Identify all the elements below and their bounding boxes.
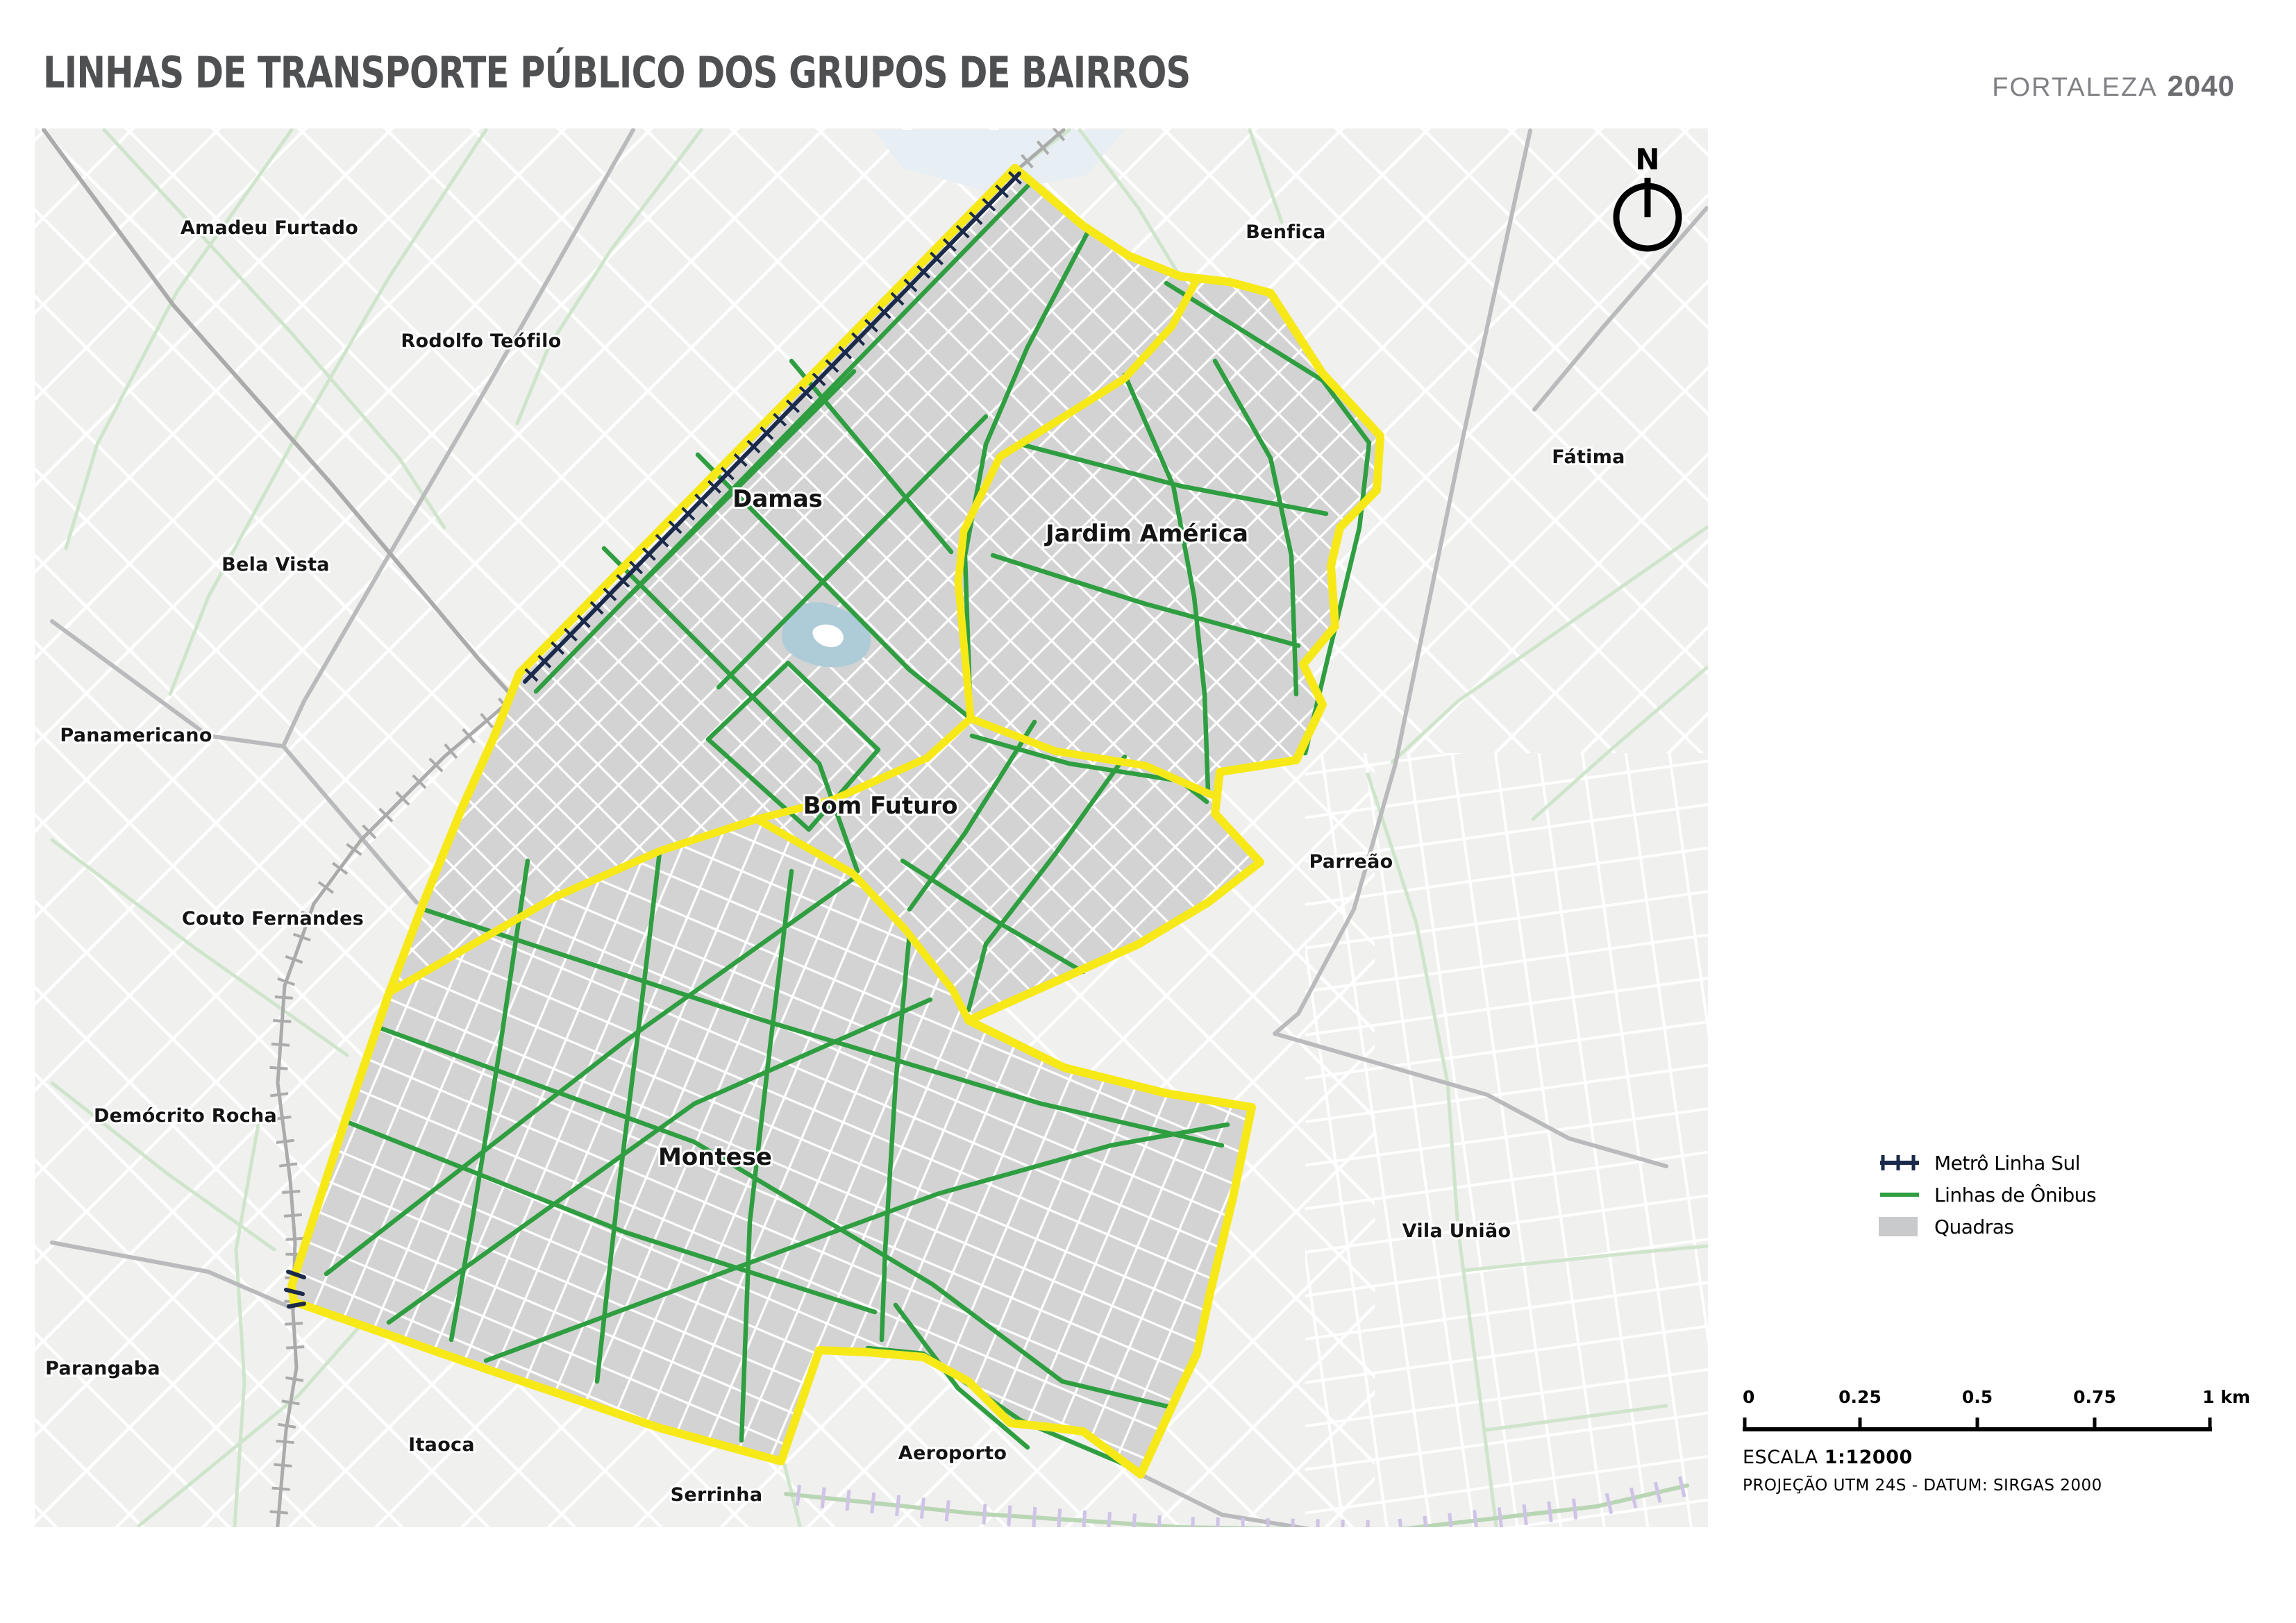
scale-bar (1743, 1387, 2251, 1495)
bus-line-icon (1879, 1184, 1922, 1205)
brand-year: 2040 (2167, 69, 2235, 102)
scale-tick-label: 0.25 (1838, 1387, 1882, 1407)
group-label: Jardim América (1046, 520, 1248, 548)
projection-text: PROJEÇÃO UTM 24S - DATUM: SIRGAS 2000 (1743, 1477, 2102, 1495)
scale-bar-line (1743, 1418, 2212, 1431)
brand-logo (1992, 69, 2235, 103)
scale-tick-label: 0 (1743, 1387, 1755, 1407)
neighborhood-label: Amadeu Furtado (180, 217, 359, 239)
legend-item-quadras (1879, 1211, 2096, 1243)
group-label: Montese (657, 1143, 773, 1171)
scale-text: ESCALA 1:12000 (1743, 1447, 1913, 1468)
city-map (35, 128, 1708, 1527)
blocks-swatch-icon (1879, 1216, 1922, 1237)
scale-labels (1743, 1387, 2251, 1408)
neighborhood-label: Rodolfo Teófilo (401, 330, 562, 352)
brand-city: FORTALEZA (1992, 73, 2158, 102)
legend-item-metro (1879, 1147, 2096, 1179)
neighborhood-label: Benfica (1246, 221, 1326, 243)
legend-label: Quadras (1934, 1215, 2014, 1238)
neighborhood-label: Parreão (1309, 851, 1393, 873)
neighborhood-label: Demócrito Rocha (93, 1105, 278, 1127)
page-title: LINHAS DE TRANSPORTE PÚBLICO DOS GRUPOS DE BAIRROS (43, 47, 1191, 98)
neighborhood-label: Serrinha (670, 1484, 763, 1506)
legend-item-bus (1879, 1179, 2096, 1211)
scale-tick-label: 1 km (2202, 1387, 2251, 1407)
neighborhood-label: Fátima (1552, 446, 1625, 468)
map-legend (1879, 1147, 2096, 1243)
neighborhood-label: Bela Vista (221, 554, 330, 575)
group-label: Damas (732, 485, 823, 513)
legend-label: Linhas de Ônibus (1934, 1183, 2097, 1206)
group-label: Bom Futuro (803, 792, 958, 820)
compass-north-label: N (1635, 142, 1660, 176)
neighborhood-label: Aeroporto (898, 1443, 1007, 1464)
neighborhood-label: Couto Fernandes (181, 908, 364, 930)
legend-label: Metrô Linha Sul (1934, 1151, 2081, 1175)
metro-line-icon (1879, 1152, 1922, 1173)
neighborhood-label: Panamericano (60, 725, 212, 746)
neighborhood-label: Parangaba (45, 1358, 160, 1379)
neighborhood-label: Itaoca (408, 1434, 475, 1456)
scale-tick-label: 0.5 (1961, 1387, 1993, 1407)
scale-tick-label: 0.75 (2073, 1387, 2116, 1407)
neighborhood-label: Vila União (1402, 1220, 1511, 1242)
